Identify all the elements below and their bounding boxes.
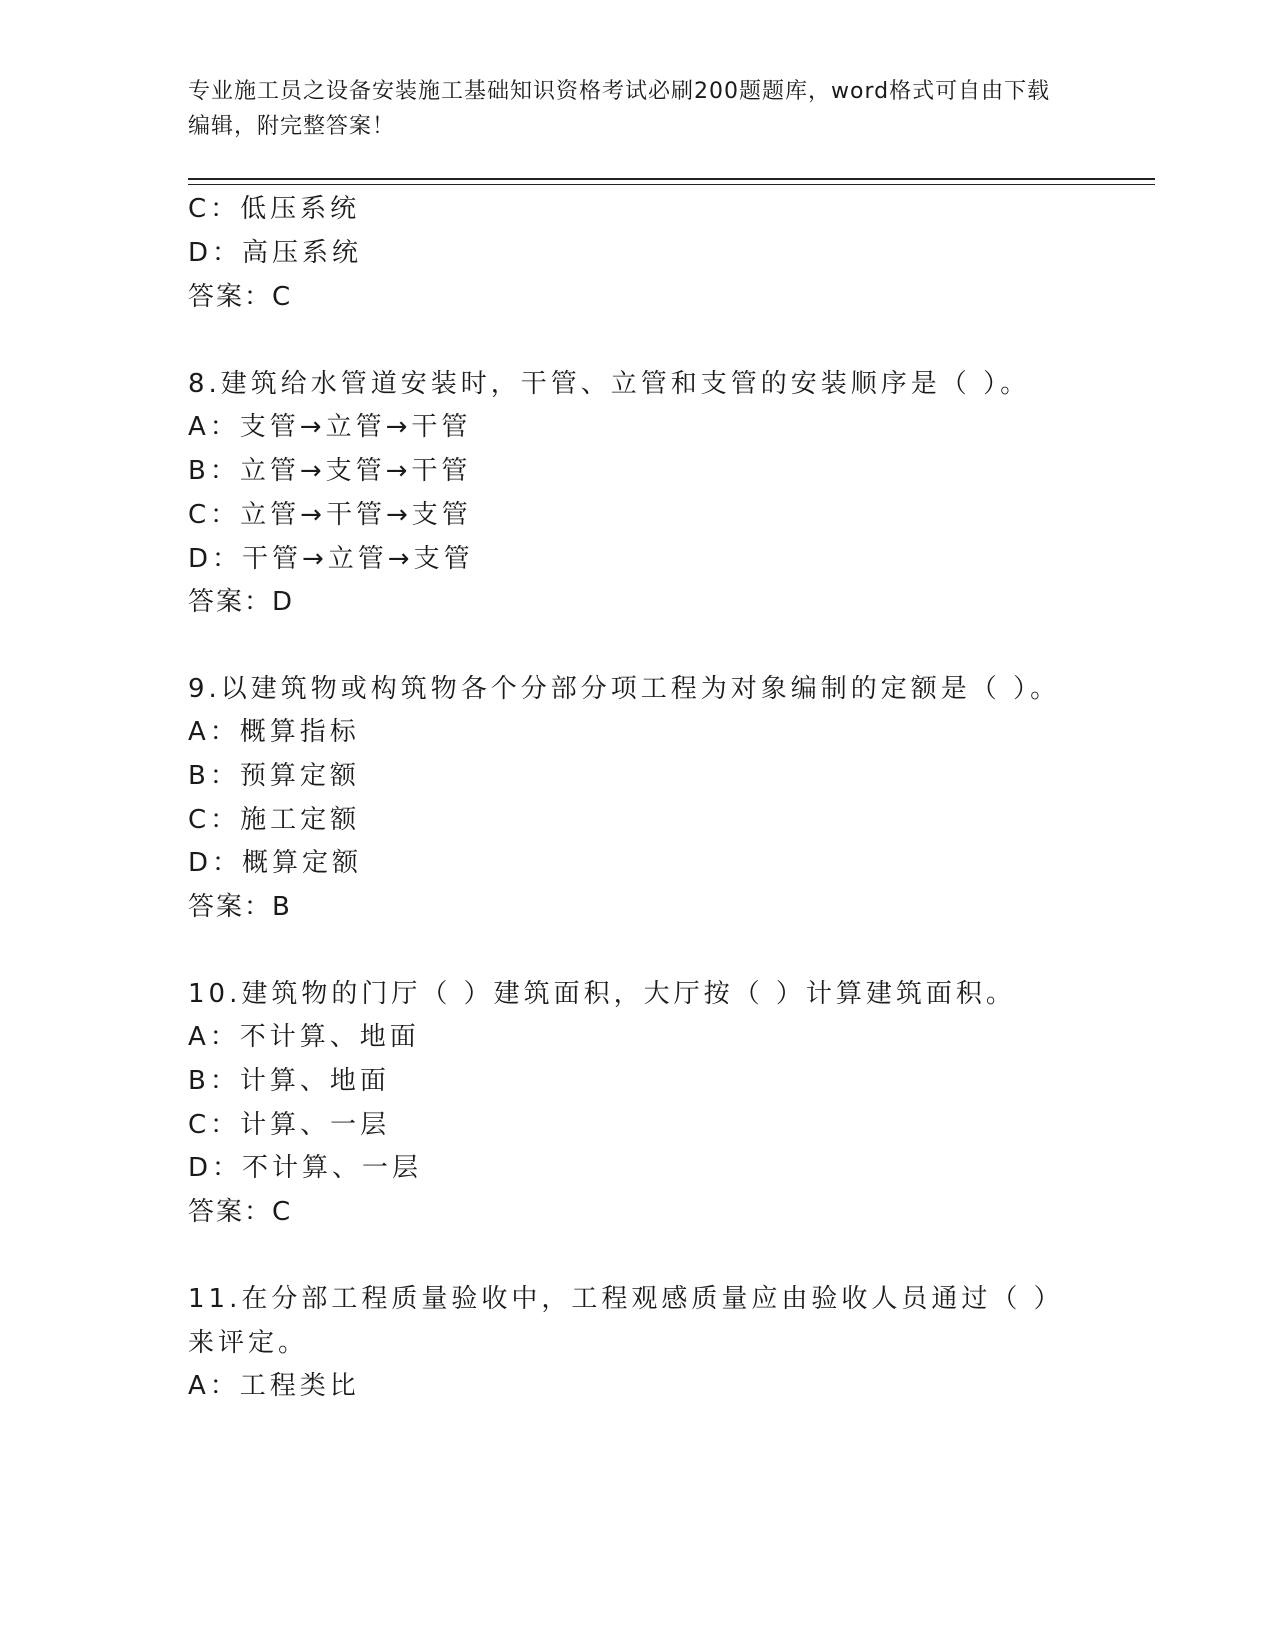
q10-stem: 10.建筑物的门厅（ ）建筑面积，大厅按（ ）计算建筑面积。: [188, 979, 1016, 1009]
q9-option-b: B：预算定额: [188, 761, 360, 791]
q9-option-c: C：施工定额: [188, 805, 361, 835]
q10-answer: 答案：C: [188, 1197, 293, 1227]
header-divider-thick: [188, 178, 1155, 180]
q8-option-c: C：立管→干管→支管: [188, 500, 472, 530]
q9-option-a: A：概算指标: [188, 717, 360, 747]
q7-answer: 答案：C: [188, 282, 293, 312]
q7-option-d: D：高压系统: [188, 238, 363, 268]
q8-option-a: A：支管→立管→干管: [188, 412, 472, 442]
q8-stem: 8.建筑给水管道安装时，干管、立管和支管的安装顺序是（ ）。: [188, 369, 1031, 399]
q8-option-d: D：干管→立管→支管: [188, 544, 474, 574]
q10-option-b: B：计算、地面: [188, 1066, 390, 1096]
q10-option-d: D：不计算、一层: [188, 1153, 423, 1183]
q10-option-c: C：计算、一层: [188, 1110, 391, 1140]
header-divider-thin: [188, 184, 1155, 185]
q10-option-a: A：不计算、地面: [188, 1022, 420, 1052]
q8-answer: 答案：D: [188, 587, 295, 617]
q11-option-a: A：工程类比: [188, 1371, 360, 1401]
document-header-title: 专业施工员之设备安装施工基础知识资格考试必刷200题题库，word格式可自由下载编辑，附完整答案！: [188, 79, 1051, 139]
q7-option-c: C：低压系统: [188, 194, 361, 224]
q11-stem: 11.在分部工程质量验收中，工程观感质量应由验收人员通过（ ）来评定。: [188, 1284, 1064, 1358]
q8-option-b: B：立管→支管→干管: [188, 456, 472, 486]
q9-answer: 答案：B: [188, 892, 292, 922]
q9-stem: 9.以建筑物或构筑物各个分部分项工程为对象编制的定额是（ ）。: [188, 674, 1061, 704]
q9-option-d: D：概算定额: [188, 848, 363, 878]
